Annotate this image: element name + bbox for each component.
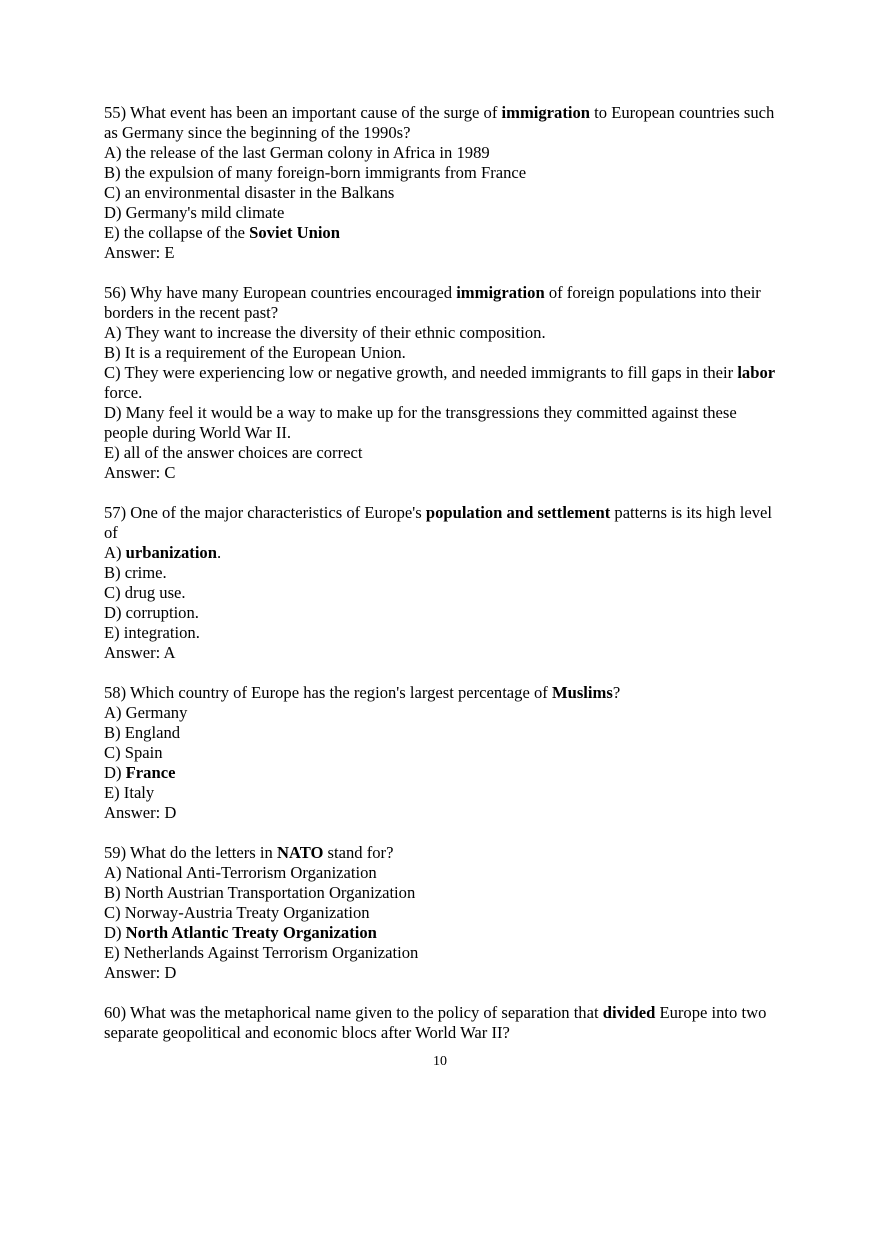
text-run: E) Netherlands Against Terrorism Organization: [104, 943, 419, 962]
text-run: Answer: C: [104, 463, 176, 482]
question-block: [104, 843, 776, 983]
text-run: 57) One of the major characteristics of Europe's: [104, 503, 426, 522]
question-block: [104, 1003, 776, 1043]
bold-keyword: immigration: [501, 103, 591, 122]
option-line: [104, 563, 776, 583]
text-run: B) It is a requirement of the European Union.: [104, 343, 406, 362]
question-stem: [104, 683, 776, 703]
text-run: E) integration.: [104, 623, 200, 642]
text-run: A) the release of the last German colony in Africa in 1989: [104, 143, 490, 162]
text-run: D) corruption.: [104, 603, 199, 622]
answer-line: [104, 803, 776, 823]
question-block: [104, 103, 776, 263]
question-stem: [104, 103, 776, 143]
option-line: [104, 783, 776, 803]
text-run: B) North Austrian Transportation Organization: [104, 883, 416, 902]
option-line: [104, 543, 776, 563]
text-run: D) Many feel it would be a way to make up for the transgressions they committed against these people during World War II.: [104, 403, 737, 442]
question-block: [104, 283, 776, 483]
option-line: [104, 723, 776, 743]
answer-line: [104, 463, 776, 483]
bold-keyword: France: [125, 763, 176, 782]
option-line: [104, 183, 776, 203]
option-line: [104, 343, 776, 363]
option-line: [104, 363, 776, 403]
text-run: E) Italy: [104, 783, 155, 802]
option-line: [104, 143, 776, 163]
answer-line: [104, 243, 776, 263]
text-run: Europe into two separate geopolitical and economic blocs after World War II?: [104, 1003, 767, 1042]
text-run: 56) Why have many European countries encouraged: [104, 283, 457, 302]
question-block: [104, 503, 776, 663]
option-line: [104, 323, 776, 343]
bold-keyword: divided: [602, 1003, 656, 1022]
page-number: 10: [433, 1054, 447, 1069]
text-run: 59) What do the letters in: [104, 843, 277, 862]
option-line: [104, 863, 776, 883]
text-run: C) an environmental disaster in the Balkans: [104, 183, 395, 202]
option-line: [104, 583, 776, 603]
bold-keyword: Soviet Union: [249, 223, 340, 242]
text-run: A) Germany: [104, 703, 188, 722]
text-run: .: [216, 543, 222, 562]
bold-keyword: immigration: [456, 283, 545, 302]
option-line: [104, 743, 776, 763]
question-stem: [104, 1003, 776, 1043]
question-stem: [104, 283, 776, 323]
bold-keyword: labor: [737, 363, 776, 382]
text-run: E) all of the answer choices are correct: [104, 443, 363, 462]
text-run: D): [104, 923, 126, 942]
bold-keyword: urbanization: [125, 543, 217, 562]
option-line: [104, 763, 776, 783]
text-run: C) Spain: [104, 743, 163, 762]
text-run: force.: [104, 383, 143, 402]
text-run: Answer: D: [104, 963, 177, 982]
text-run: D) Germany's mild climate: [104, 203, 285, 222]
option-line: [104, 903, 776, 923]
text-run: B) the expulsion of many foreign-born immigrants from France: [104, 163, 527, 182]
question-block: [104, 683, 776, 823]
text-run: patterns is its high level of: [104, 503, 773, 542]
text-run: 60) What was the metaphorical name given to the policy of separation that: [104, 1003, 603, 1022]
answer-line: [104, 963, 776, 983]
text-run: Answer: D: [104, 803, 177, 822]
answer-line: [104, 643, 776, 663]
text-run: B) England: [104, 723, 181, 742]
bold-keyword: North Atlantic Treaty Organization: [125, 923, 377, 942]
text-run: ?: [612, 683, 621, 702]
text-run: B) crime.: [104, 563, 167, 582]
text-run: 55) What event has been an important cause of the surge of: [104, 103, 502, 122]
question-stem: [104, 503, 776, 543]
option-line: [104, 703, 776, 723]
text-run: to European countries such as Germany since the beginning of the 1990s?: [104, 103, 775, 142]
bold-keyword: NATO: [276, 843, 324, 862]
text-run: Answer: E: [104, 243, 175, 262]
option-line: [104, 603, 776, 623]
bold-keyword: Muslims: [551, 683, 613, 702]
option-line: [104, 403, 776, 443]
option-line: [104, 163, 776, 183]
text-run: A): [104, 543, 126, 562]
question-stem: [104, 843, 776, 863]
text-run: stand for?: [323, 843, 394, 862]
option-line: [104, 443, 776, 463]
question-list: [104, 103, 776, 1063]
text-run: C) drug use.: [104, 583, 186, 602]
option-line: [104, 623, 776, 643]
text-run: E) the collapse of the: [104, 223, 250, 242]
option-line: [104, 223, 776, 243]
text-run: 58) Which country of Europe has the region's largest percentage of: [104, 683, 552, 702]
text-run: A) National Anti-Terrorism Organization: [104, 863, 377, 882]
option-line: [104, 883, 776, 903]
bold-keyword: population and settlement: [425, 503, 611, 522]
option-line: [104, 943, 776, 963]
text-run: C) They were experiencing low or negative growth, and needed immigrants to fill gaps in their: [104, 363, 738, 382]
text-run: D): [104, 763, 126, 782]
text-run: C) Norway-Austria Treaty Organization: [104, 903, 370, 922]
text-run: of foreign populations into their borders in the recent past?: [104, 283, 761, 322]
text-run: A) They want to increase the diversity of their ethnic composition.: [104, 323, 546, 342]
option-line: [104, 203, 776, 223]
option-line: [104, 923, 776, 943]
text-run: Answer: A: [104, 643, 176, 662]
